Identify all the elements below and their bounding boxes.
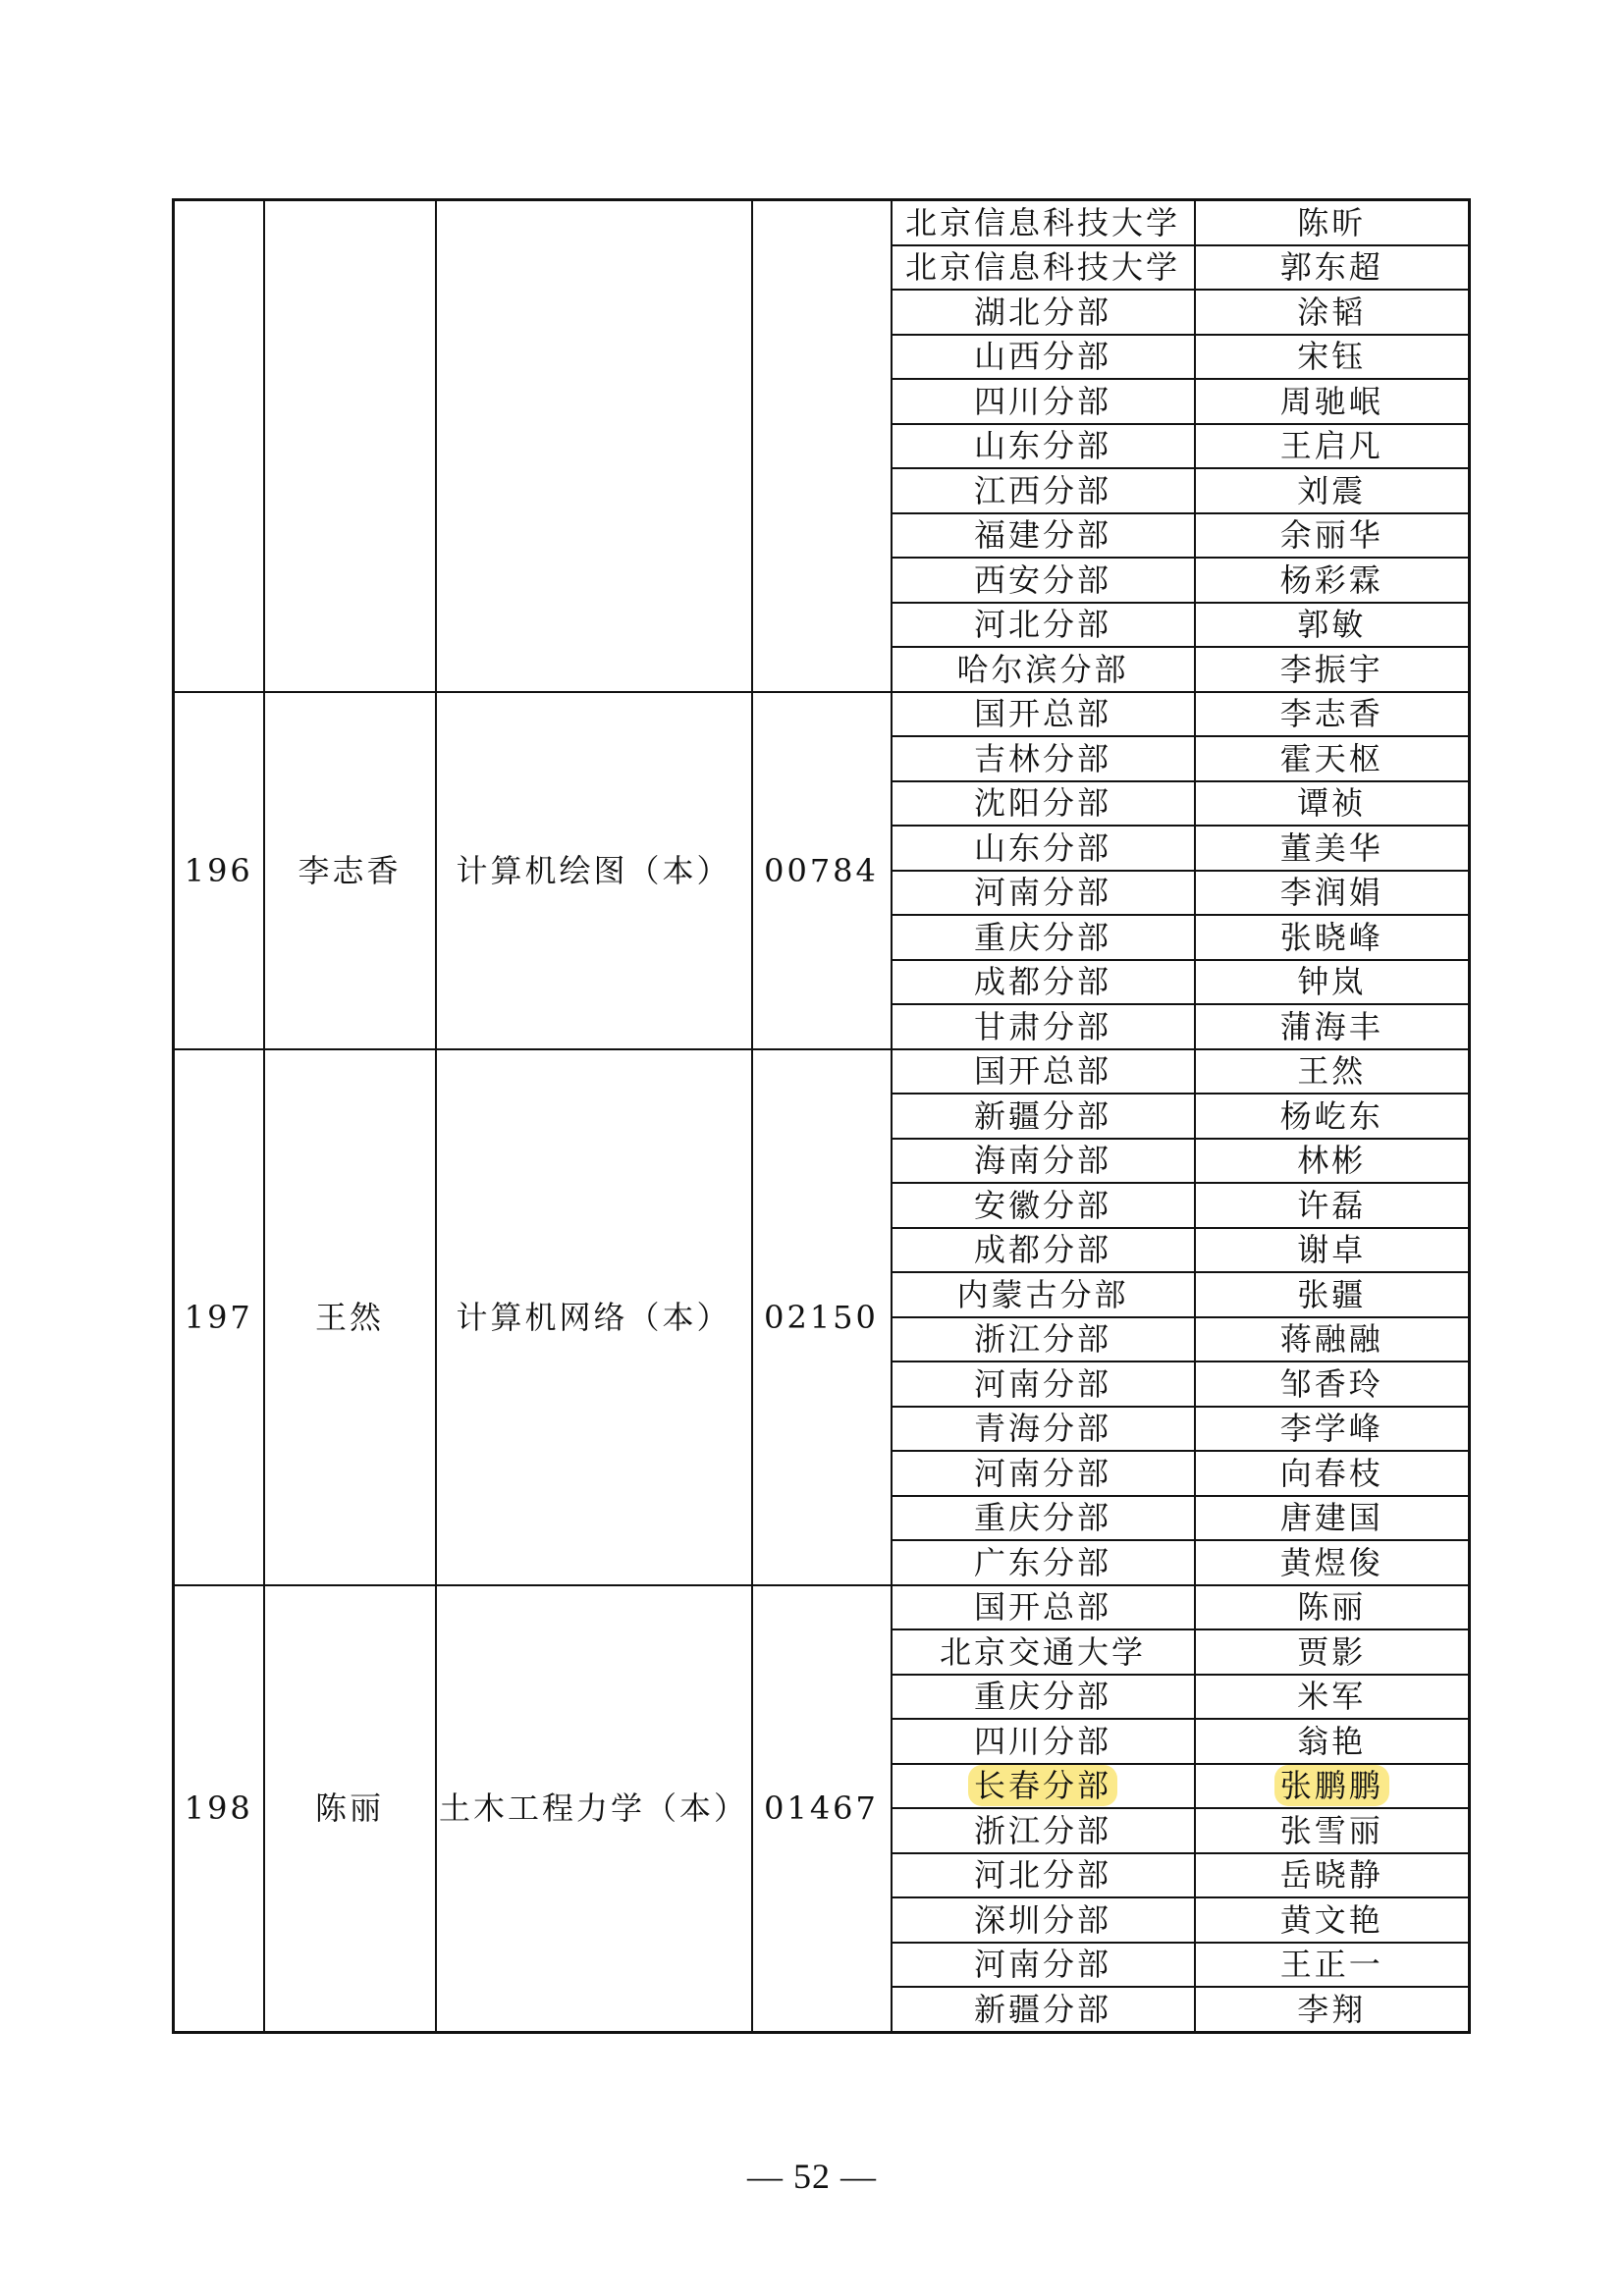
member-name: 涂韬 [1297,293,1367,331]
branch-name: 新疆分部 [973,1096,1111,1135]
course-name-cell [436,200,752,692]
branch-name: 河南分部 [973,1946,1111,1984]
branch-cell [892,1853,1195,1898]
branch-cell [892,960,1195,1005]
branch-cell [892,1094,1195,1139]
member-cell [1195,692,1470,737]
branch-cell [892,200,1195,245]
member-name: 向春枝 [1279,1454,1383,1492]
course-name-cell: 计算机网络（本） [436,1049,752,1585]
branch-name: 浙江分部 [973,1320,1111,1359]
branch-name: 河南分部 [973,1454,1111,1492]
member-cell [1195,1451,1470,1496]
member-name: 米军 [1297,1678,1367,1716]
member-cell [1195,245,1470,291]
branch-name: 西安分部 [973,561,1111,599]
member-cell [1195,1629,1470,1675]
branch-cell [892,1317,1195,1362]
branch-cell [892,1407,1195,1452]
row-number-cell: 198 [174,1585,264,2033]
member-cell [1195,1317,1470,1362]
member-cell [1195,1049,1470,1095]
branch-cell [892,1943,1195,1988]
branch-cell [892,781,1195,827]
roster-body [174,200,1470,2033]
member-name-highlighted: 张鹏鹏 [1274,1765,1389,1806]
member-cell [1195,960,1470,1005]
branch-name: 重庆分部 [973,918,1111,956]
member-cell [1195,647,1470,692]
member-name: 王然 [1297,1052,1367,1091]
member-name: 林彬 [1297,1142,1367,1180]
member-cell [1195,1719,1470,1764]
member-cell [1195,379,1470,424]
member-cell [1195,1228,1470,1273]
course-name-cell: 计算机绘图（本） [436,692,752,1049]
branch-cell [892,1675,1195,1720]
table-row [174,692,1470,737]
branch-name: 四川分部 [973,1722,1111,1760]
member-cell [1195,826,1470,871]
member-cell [1195,1362,1470,1407]
member-name: 蒋融融 [1279,1320,1383,1359]
member-name: 霍天枢 [1279,739,1383,777]
branch-name: 四川分部 [973,382,1111,420]
member-cell [1195,290,1470,335]
branch-cell [892,1272,1195,1317]
branch-name: 湖北分部 [973,293,1111,331]
member-name: 李润娟 [1279,874,1383,912]
lead-teacher-cell: 王然 [264,1049,436,1585]
member-name: 宋钰 [1297,338,1367,376]
branch-name: 国开总部 [973,1588,1111,1627]
branch-cell [892,1719,1195,1764]
member-cell [1195,1407,1470,1452]
branch-cell [892,379,1195,424]
member-cell [1195,871,1470,916]
table-row [174,1049,1470,1095]
member-cell [1195,468,1470,513]
branch-cell [892,335,1195,380]
branch-name: 吉林分部 [973,739,1111,777]
lead-teacher-cell: 陈丽 [264,1585,436,2033]
member-cell [1195,1183,1470,1228]
branch-name: 北京信息科技大学 [904,248,1180,287]
branch-name: 重庆分部 [973,1678,1111,1716]
member-name: 唐建国 [1279,1499,1383,1537]
branch-cell [892,1585,1195,1630]
branch-name: 江西分部 [973,471,1111,509]
roster-table [172,198,1471,2034]
member-name: 董美华 [1279,828,1383,867]
branch-cell [892,1228,1195,1273]
branch-name: 甘肃分部 [973,1007,1111,1045]
row-number-cell [174,200,264,692]
member-name: 周驰岷 [1279,382,1383,420]
branch-cell [892,424,1195,469]
branch-name: 河南分部 [973,1364,1111,1403]
branch-name: 重庆分部 [973,1499,1111,1537]
member-name: 张疆 [1297,1275,1367,1313]
member-cell [1195,1808,1470,1853]
page-number: — 52 — [747,2157,877,2196]
member-cell [1195,1987,1470,2032]
course-code-cell: 02150 [752,1049,892,1585]
member-name: 谢卓 [1297,1231,1367,1269]
branch-cell [892,1540,1195,1585]
member-cell [1195,1540,1470,1585]
branch-name: 福建分部 [973,516,1111,555]
member-cell [1195,1764,1470,1809]
branch-cell [892,603,1195,648]
branch-name: 哈尔滨分部 [956,650,1129,688]
branch-cell [892,290,1195,335]
branch-cell [892,1451,1195,1496]
course-code-cell: 01467 [752,1585,892,2033]
branch-name: 沈阳分部 [973,784,1111,823]
member-name: 翁艳 [1297,1722,1367,1760]
branch-name: 北京交通大学 [939,1632,1146,1671]
member-cell [1195,1897,1470,1943]
member-cell [1195,736,1470,781]
branch-cell [892,558,1195,603]
member-name: 陈丽 [1297,1588,1367,1627]
branch-name: 成都分部 [973,1231,1111,1269]
branch-name: 山东分部 [973,828,1111,867]
branch-cell [892,736,1195,781]
lead-teacher-cell [264,200,436,692]
member-cell [1195,1943,1470,1988]
branch-name: 山西分部 [973,338,1111,376]
member-name: 郭敏 [1297,606,1367,644]
member-cell [1195,1675,1470,1720]
branch-cell [892,915,1195,960]
branch-cell [892,1004,1195,1049]
member-name: 许磊 [1297,1186,1367,1224]
branch-cell [892,1987,1195,2032]
member-name: 黄煜俊 [1279,1543,1383,1581]
branch-name: 浙江分部 [973,1811,1111,1849]
member-name: 李志香 [1279,695,1383,733]
member-cell [1195,1272,1470,1317]
member-name: 张雪丽 [1279,1811,1383,1849]
member-cell [1195,1496,1470,1541]
member-name: 王启凡 [1279,427,1383,465]
member-cell [1195,1094,1470,1139]
branch-name: 海南分部 [973,1142,1111,1180]
member-cell [1195,558,1470,603]
member-cell [1195,603,1470,648]
member-name: 钟岚 [1297,963,1367,1001]
member-name: 贾影 [1297,1632,1367,1671]
branch-cell [892,1496,1195,1541]
branch-cell [892,1049,1195,1095]
branch-name: 河北分部 [973,606,1111,644]
branch-cell [892,1629,1195,1675]
branch-cell [892,468,1195,513]
branch-name: 河北分部 [973,1856,1111,1895]
branch-name: 山东分部 [973,427,1111,465]
branch-cell [892,647,1195,692]
member-name: 刘震 [1297,471,1367,509]
branch-cell [892,1139,1195,1184]
member-name: 李振宇 [1279,650,1383,688]
branch-cell [892,692,1195,737]
lead-teacher-cell: 李志香 [264,692,436,1049]
branch-name: 河南分部 [973,874,1111,912]
member-name: 蒲海丰 [1279,1007,1383,1045]
member-cell [1195,200,1470,245]
branch-name: 北京信息科技大学 [904,203,1180,241]
branch-cell [892,871,1195,916]
member-name: 岳晓静 [1279,1856,1383,1895]
row-number-cell: 196 [174,692,264,1049]
table-row [174,1585,1470,1630]
course-code-cell: 00784 [752,692,892,1049]
member-cell [1195,424,1470,469]
member-cell [1195,781,1470,827]
member-name: 王正一 [1279,1946,1383,1984]
member-name: 郭东超 [1279,248,1383,287]
member-name: 李学峰 [1279,1410,1383,1448]
member-name: 张晓峰 [1279,918,1383,956]
branch-name: 新疆分部 [973,1990,1111,2028]
branch-cell [892,245,1195,291]
branch-cell [892,1764,1195,1809]
branch-cell [892,1808,1195,1853]
table-row [174,200,1470,245]
branch-name: 安徽分部 [973,1186,1111,1224]
course-name-cell: 土木工程力学（本） [436,1585,752,2033]
branch-name: 内蒙古分部 [956,1275,1129,1313]
member-name: 李翔 [1297,1990,1367,2028]
branch-cell [892,1897,1195,1943]
branch-cell [892,513,1195,559]
branch-cell [892,1362,1195,1407]
member-cell [1195,915,1470,960]
member-name: 杨屹东 [1279,1096,1383,1135]
branch-name: 青海分部 [973,1410,1111,1448]
member-name: 谭祯 [1297,784,1367,823]
branch-name: 国开总部 [973,1052,1111,1091]
branch-name-highlighted: 长春分部 [968,1765,1117,1806]
member-name: 杨彩霖 [1279,561,1383,599]
branch-name: 成都分部 [973,963,1111,1001]
member-cell [1195,1585,1470,1630]
branch-name: 深圳分部 [973,1900,1111,1939]
member-cell [1195,1004,1470,1049]
branch-name: 广东分部 [973,1543,1111,1581]
course-code-cell [752,200,892,692]
member-name: 黄文艳 [1279,1900,1383,1939]
member-cell [1195,1139,1470,1184]
branch-cell [892,1183,1195,1228]
row-number-cell: 197 [174,1049,264,1585]
branch-cell [892,826,1195,871]
member-cell [1195,335,1470,380]
member-name: 陈昕 [1297,203,1367,241]
branch-name: 国开总部 [973,695,1111,733]
member-cell [1195,1853,1470,1898]
member-cell [1195,513,1470,559]
member-name: 邹香玲 [1279,1364,1383,1403]
member-name: 余丽华 [1279,516,1383,555]
